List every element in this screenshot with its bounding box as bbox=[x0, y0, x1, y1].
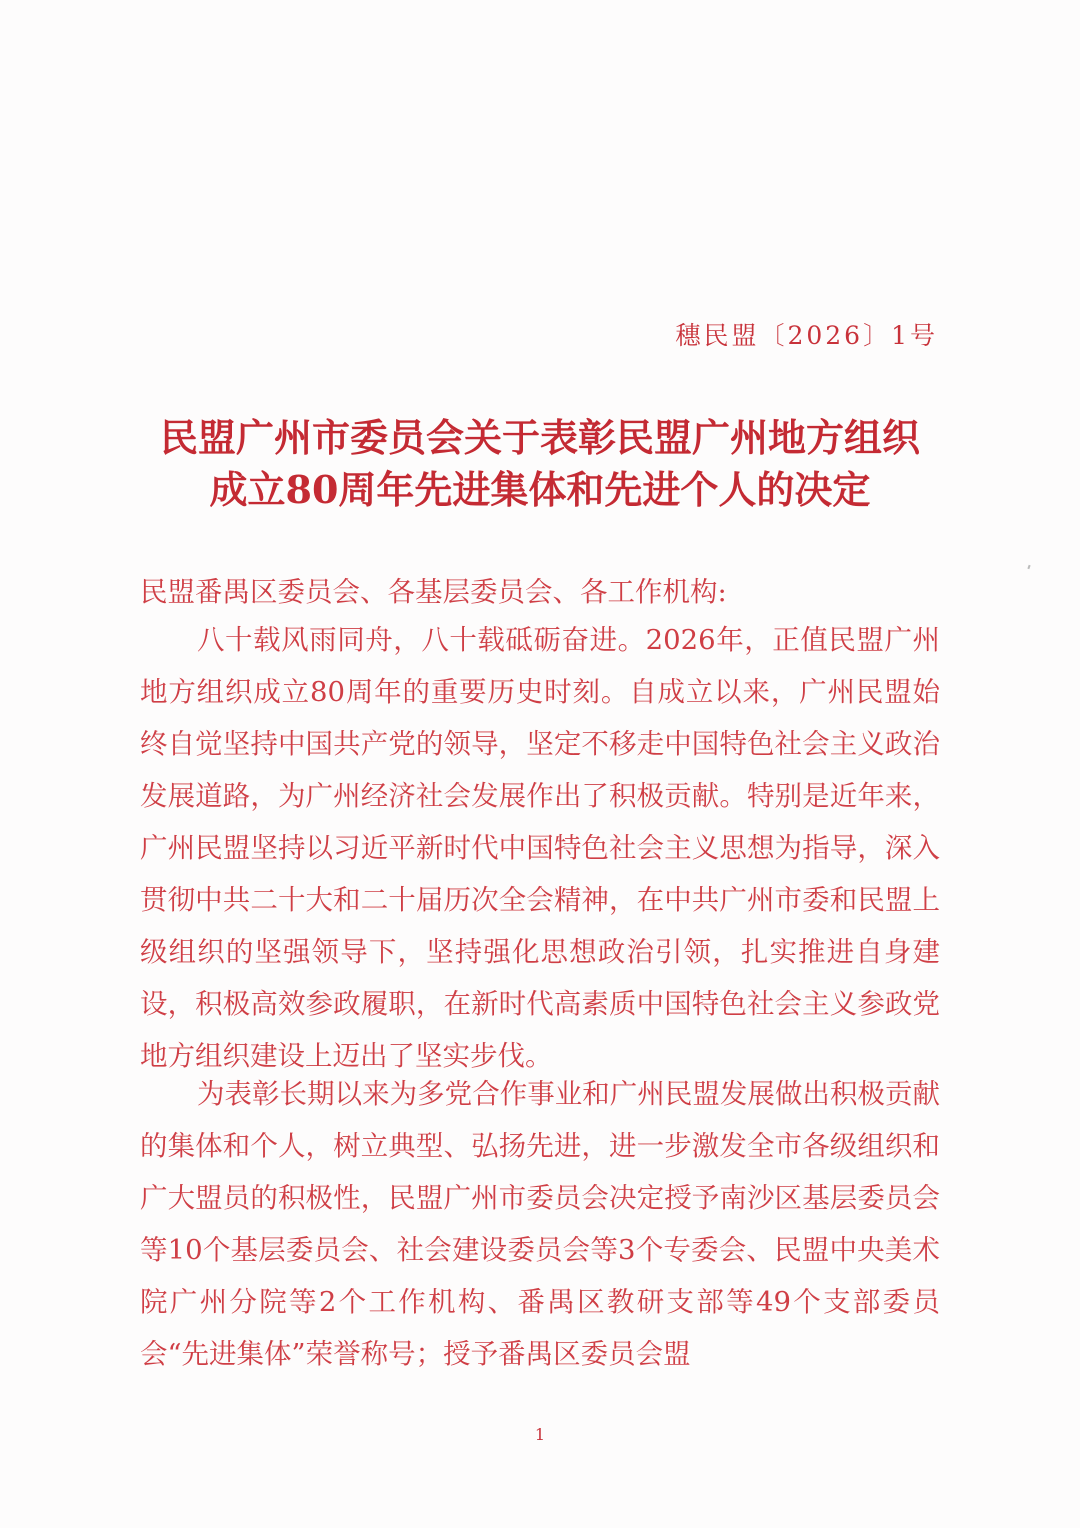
document-number: 穗民盟〔2026〕1号 bbox=[675, 321, 938, 350]
document-title-line-2: 成立80周年先进集体和先进个人的决定 bbox=[209, 467, 871, 512]
salutation: 民盟番禺区委员会、各基层委员会、各工作机构: bbox=[140, 576, 727, 608]
body-paragraph-2: 为表彰长期以来为多党合作事业和广州民盟发展做出积极贡献的集体和个人，树立典型、弘扬先进，进一步激发全市各级组织和广大盟员的积极性，民盟广州市委员会决定授予南沙区基层委员会等10个基层委员会、社会建设委员会等3个专委会、民盟中央美术院广州分院等2个工作机构、番禺区教研支部等49个支部委员会“先进集体”荣誉称号；授予番禺区委员会盟 bbox=[140, 1078, 940, 1370]
body-paragraph-1: 八十载风雨同舟，八十载砥砺奋进。2026年，正值民盟广州地方组织成立80周年的重要历史时刻。自成立以来，广州民盟始终自觉坚持中国共产党的领导，坚定不移走中国特色社会主义政治发展道路，为广州经济社会发展作出了积极贡献。特别是近年来，广州民盟坚持以习近平新时代中国特色社会主义思想为指导，深入贯彻中共二十大和二十届历次全会精神，在中共广州市委和民盟上级组织的坚强领导下，坚持强化思想政治引领，扎实推进自身建设，积极高效参政履职，在新时代高素质中国特色社会主义参政党地方组织建设上迈出了坚实步伐。 bbox=[140, 624, 940, 1072]
scan-speck bbox=[1027, 565, 1030, 569]
document-title-line-1: 民盟广州市委员会关于表彰民盟广州地方组织 bbox=[159, 415, 920, 460]
page-number: 1 bbox=[534, 1425, 546, 1444]
